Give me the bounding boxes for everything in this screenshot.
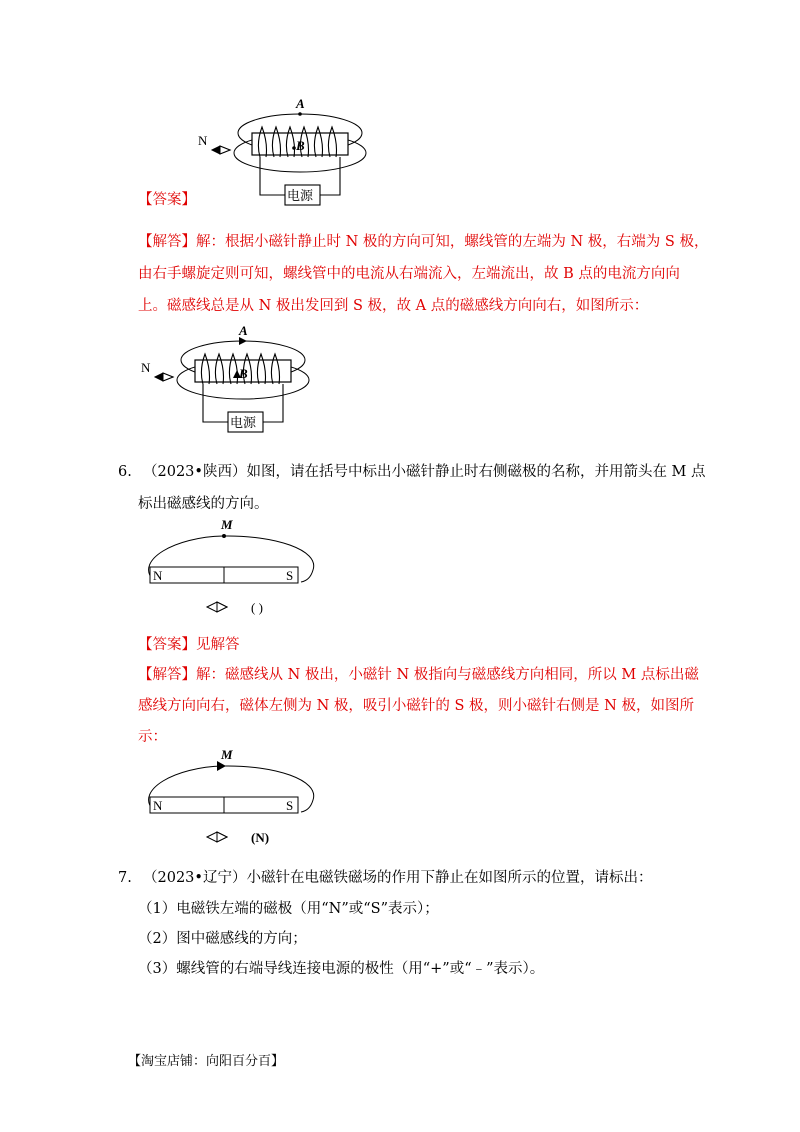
analysis-line: 由右手螺旋定则可知，螺线管中的电流从右端流入，左端流出，故 B 点的电流方向向 xyxy=(138,266,680,282)
question-number: 6. xyxy=(118,464,132,480)
question-item: （2）图中磁感线的方向； xyxy=(138,931,307,947)
magnet-n-label: N xyxy=(153,568,163,583)
label-a: A xyxy=(296,96,305,111)
question-text: （2023•辽宁）小磁针在电磁铁磁场的作用下静止在如图所示的位置，请标出： xyxy=(143,870,653,886)
solenoid-figure-answer xyxy=(133,318,323,433)
analysis-line: 解：根据小磁针静止时 N 极的方向可知，螺线管的左端为 N 极，右端为 S 极， xyxy=(196,234,709,250)
label-a: A xyxy=(239,323,248,338)
analysis-line: 感线方向向右，磁体左侧为 N 极，吸引小磁针的 S 极，则小磁针右侧是 N 极，如图所 xyxy=(138,698,694,714)
label-n: N xyxy=(198,133,208,148)
answer-tag: 【答案】 xyxy=(138,192,196,208)
answer-text: 见解答 xyxy=(196,637,240,653)
question-item: （3）螺线管的右端导线连接电源的极性（用“+”或“﹣”表示）。 xyxy=(138,961,545,977)
answer-tag: 【答案】 xyxy=(138,637,196,653)
bar-magnet-figure-answer xyxy=(135,745,335,850)
analysis-line: 上。磁感线总是从 N 极出发回到 S 极，故 A 点的磁感线方向向右，如图所示： xyxy=(138,298,649,314)
label-b: B xyxy=(239,366,248,381)
question-text: 标出磁感线的方向。 xyxy=(138,496,269,512)
label-m: M xyxy=(221,747,233,762)
label-m: M xyxy=(221,517,233,532)
bar-magnet-figure-question xyxy=(135,515,335,620)
analysis-line: 示： xyxy=(138,729,167,745)
analysis-line: 解：磁感线从 N 极出，小磁针 N 极指向与磁感线方向相同，所以 M 点标出磁 xyxy=(196,667,699,683)
question-number: 7. xyxy=(118,870,132,886)
magnet-s-label: S xyxy=(286,798,294,813)
analysis-tag: 【解答】 xyxy=(138,667,196,683)
power-label: 电源 xyxy=(287,188,314,203)
magnet-s-label: S xyxy=(286,568,294,583)
analysis-tag: 【解答】 xyxy=(138,234,196,250)
pole-bracket: ( ) xyxy=(251,600,263,615)
question-item: （1）电磁铁左端的磁极（用“N”或“S”表示）； xyxy=(138,901,439,917)
magnet-n-label: N xyxy=(153,798,163,813)
label-b: B xyxy=(296,138,305,153)
power-label: 电源 xyxy=(230,415,257,430)
store-footer: 【淘宝店铺：向阳百分百】 xyxy=(128,1054,285,1069)
label-n: N xyxy=(141,360,151,375)
solenoid-figure-question xyxy=(190,95,380,210)
question-text: （2023•陕西）如图，请在括号中标出小磁针静止时右侧磁极的名称，并用箭头在 M 点 xyxy=(143,464,706,480)
pole-answer: (N) xyxy=(251,830,270,845)
